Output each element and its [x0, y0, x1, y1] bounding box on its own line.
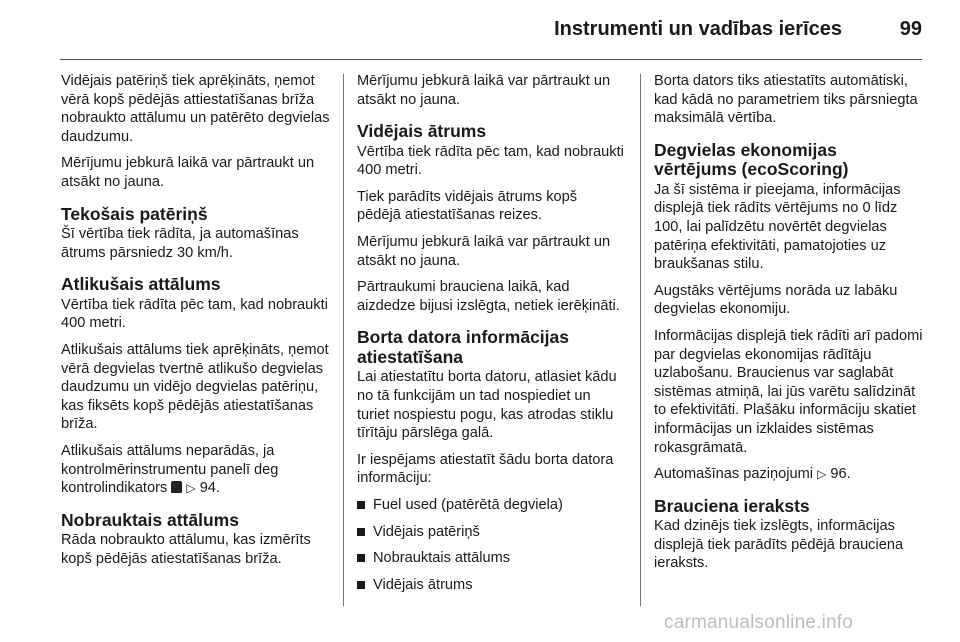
- section-heading: Brauciena ieraksts: [654, 495, 810, 516]
- page-title: Instrumenti un vadības ierīces: [554, 18, 842, 40]
- header-rule: [60, 59, 922, 60]
- list-item-text: Fuel used (patērētā degviela): [373, 497, 563, 513]
- paragraph: Vidējais patēriņš tiek aprēķināts, ņemot vērā kopš pēdējās attiestatīšanas brīža nobraukto attālumu un patērēto degvielas daudzumu.: [61, 73, 330, 145]
- section-heading: Degvielas ekonomijas vērtējums (ecoScoring): [654, 139, 849, 180]
- paragraph: Ja šī sistēma ir pieejama, informācijas displejā tiek rādīts vērtējums no 0 līdz 100, lai palīdzētu novērtēt degvielas patēriņa efektivitāti, pamatojoties uz braukšanas stilu.: [654, 181, 901, 273]
- paragraph: Šī vērtība tiek rādīta, ja automašīnas ātrums pārsniedz 30 km/h.: [61, 226, 299, 261]
- page-reference[interactable]: 94.: [199, 480, 220, 497]
- list-item: [357, 523, 624, 542]
- bullet-icon: [357, 501, 365, 509]
- paragraph: Vērtība tiek rādīta pēc tam, kad nobraukti 400 metri.: [61, 296, 328, 332]
- paragraph: [61, 442, 331, 498]
- column-divider: [640, 74, 641, 606]
- section-heading: Tekošais patēriņš: [61, 203, 208, 224]
- bullet-icon: [357, 528, 365, 536]
- page-number: 99: [899, 18, 922, 40]
- bullet-icon: [357, 581, 365, 589]
- page-reference-arrow-icon: ▷: [186, 481, 196, 496]
- page-reference-arrow-icon: ▷: [817, 467, 827, 482]
- bullet-icon: [357, 554, 365, 562]
- paragraph: Augstāks vērtējums norāda uz labāku degvielas ekonomiju.: [654, 282, 898, 318]
- paragraph: Vērtība tiek rādīta pēc tam, kad nobraukti 400 metri.: [357, 143, 624, 179]
- section-heading: Atlikušais attālums: [61, 274, 221, 295]
- section-heading: Borta datora informācijas atiestatīšana: [357, 327, 569, 367]
- list-item: [357, 549, 624, 568]
- paragraph: Mērījumu jebkurā laikā var pārtraukt un atsākt no jauna.: [357, 234, 611, 269]
- paragraph-text: Automašīnas paziņojumi: [654, 466, 813, 483]
- fuel-indicator-icon: [171, 481, 182, 493]
- paragraph: Rāda nobraukto attālumu, kas izmērīts kopš pēdējās atiestatīšanas brīža.: [61, 532, 311, 567]
- list-item-text: Vidējais patēriņš: [373, 523, 480, 540]
- column-divider: [343, 74, 344, 606]
- paragraph: [654, 465, 924, 484]
- paragraph: Tiek parādīts vidējais ātrums kopš pēdējā atiestatīšanas reizes.: [357, 188, 578, 224]
- list-item-text: Nobrauktais attālums: [373, 550, 511, 567]
- column-2: [357, 72, 624, 602]
- paragraph: Lai atiestatītu borta datoru, atlasiet kādu no tā funkcijām un tad nospiediet un turiet nospiestu pogu, kas atrodas stiklu tīrītāju pārslēga galā.: [357, 369, 617, 442]
- column-3: [654, 72, 924, 581]
- paragraph-text: Atlikušais attālums neparādās, ja kontrolmērinstrumentu panelī deg kontrolindikators: [61, 442, 279, 497]
- column-1: [61, 72, 331, 576]
- paragraph: Mērījumu jebkurā laikā var pārtraukt un atsākt no jauna.: [61, 155, 315, 190]
- watermark: carmanualsonline.info: [664, 612, 854, 633]
- paragraph: Kad dzinējs tiek izslēgts, informācijas displejā tiek parādīts pēdējā brauciena ieraksts.: [654, 518, 904, 572]
- list-item-text: Vidējais ātrums: [373, 576, 473, 593]
- paragraph: Informācijas displejā tiek rādīti arī padomi par degvielas ekonomijas rādītāju uzlabošanu. Braucienus var saglabāt sistēmas atmiņā, lai jūs varētu salīdzināt to efektivitāti. Plašāku informāciju skatiet informācijas un izklaides sistēmas rokasgrāmatā.: [654, 327, 923, 456]
- paragraph: Mērījumu jebkurā laikā var pārtraukt un atsākt no jauna.: [357, 73, 611, 108]
- section-heading: Vidējais ātrums: [357, 121, 487, 142]
- section-heading: Nobrauktais attālums: [61, 509, 239, 530]
- reset-list: [357, 496, 624, 594]
- paragraph: Pārtraukumi brauciena laikā, kad aizdedze bijusi izslēgta, netiek ierēķināti.: [357, 279, 620, 314]
- page-header: [0, 0, 960, 60]
- paragraph: Atlikušais attālums tiek aprēķināts, ņemot vērā degvielas tvertnē atlikušo degvielas daudzumu un vidējo degvielas patēriņu, kas fiksēts kopš pēdējās atiestatīšanas brīža.: [61, 341, 329, 433]
- page-reference[interactable]: 96.: [830, 466, 851, 483]
- paragraph: Borta dators tiks atiestatīts automātiski, kad kādā no parametriem tiks pārsniegta maksimālā vērtība.: [654, 73, 918, 127]
- list-item: [357, 576, 624, 595]
- list-item: [357, 496, 624, 515]
- paragraph: Ir iespējams atiestatīt šādu borta datora informāciju:: [357, 451, 614, 487]
